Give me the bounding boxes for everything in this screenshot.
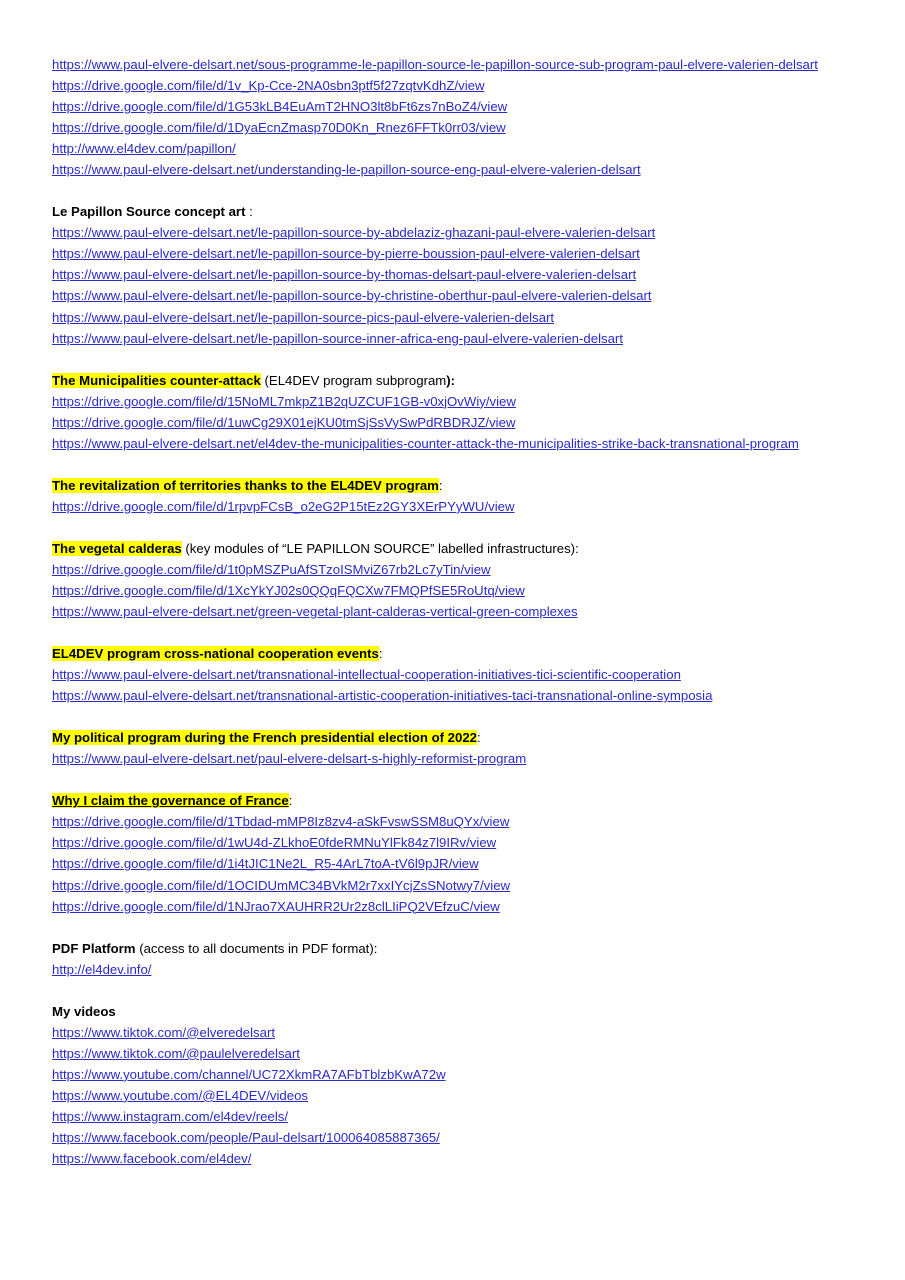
hyperlink[interactable]: https://www.paul-elvere-delsart.net/el4dev-the-municipalities-counter-attack-the-municipalities-strike-back-transnational-program xyxy=(52,435,799,451)
heading-trailing-text: ): xyxy=(446,372,456,388)
hyperlink[interactable]: https://www.paul-elvere-delsart.net/le-papillon-source-by-christine-oberthur-paul-elvere-valerien-delsart xyxy=(52,288,652,304)
hyperlink[interactable]: https://drive.google.com/file/d/1rpvpFCsB_o2eG2P15tEz2GY3XErPYyWU/view xyxy=(52,498,515,514)
hyperlink[interactable]: https://www.tiktok.com/@elveredelsart xyxy=(52,1024,275,1040)
section-heading xyxy=(52,643,869,664)
hyperlink[interactable]: https://drive.google.com/file/d/1i4tJIC1Ne2L_R5-4ArL7toA-tV6l9pJR/view xyxy=(52,856,479,872)
hyperlink[interactable]: https://www.paul-elvere-delsart.net/transnational-intellectual-cooperation-initiatives-tici-scientific-cooperation xyxy=(52,667,681,683)
heading-subtext: : xyxy=(438,477,443,493)
section-heading xyxy=(52,538,869,559)
hyperlink[interactable]: https://www.paul-elvere-delsart.net/le-papillon-source-by-thomas-delsart-paul-elvere-valerien-delsart xyxy=(52,267,637,283)
heading-subtext: (access to all documents in PDF format): xyxy=(135,940,378,956)
paragraph-spacer xyxy=(52,180,869,201)
hyperlink[interactable]: http://www.el4dev.com/papillon/ xyxy=(52,141,236,157)
hyperlink[interactable]: https://drive.google.com/file/d/1G53kLB4EuAmT2HNO3lt8bFt6zs7nBoZ4/view xyxy=(52,99,508,115)
hyperlink[interactable]: https://drive.google.com/file/d/1Tbdad-mMP8Iz8zv4-aSkFvswSSM8uQYx/view xyxy=(52,814,510,830)
hyperlink[interactable]: https://www.paul-elvere-delsart.net/le-papillon-source-inner-africa-eng-paul-elvere-valerien-delsart xyxy=(52,330,623,346)
content-block xyxy=(52,475,869,517)
highlighted-heading-text: EL4DEV program cross-national cooperation events xyxy=(52,646,379,662)
section-heading xyxy=(52,727,869,748)
content-block xyxy=(52,643,869,706)
heading-subtext: : xyxy=(288,793,293,809)
highlighted-heading-text: The vegetal calderas xyxy=(52,540,182,556)
document-body xyxy=(52,54,869,1169)
content-block xyxy=(52,727,869,769)
heading-subtext: (key modules of “LE PAPILLON SOURCE” labelled infrastructures): xyxy=(181,540,579,556)
heading-subtext: : xyxy=(378,646,383,662)
highlighted-heading-text: The Municipalities counter-attack xyxy=(52,372,261,388)
section-heading xyxy=(52,370,869,391)
hyperlink[interactable]: https://drive.google.com/file/d/1wU4d-ZLkhoE0fdeRMNuYlFk84z7l9IRv/view xyxy=(52,835,497,851)
hyperlink[interactable]: https://drive.google.com/file/d/1v_Kp-Cce-2NA0sbn3ptf5f27zqtvKdhZ/view xyxy=(52,78,485,94)
hyperlink[interactable]: https://drive.google.com/file/d/1uwCg29X01ejKU0tmSjSsVySwPdRBDRJZ/view xyxy=(52,414,516,430)
content-block xyxy=(52,1001,869,1169)
paragraph-spacer xyxy=(52,517,869,538)
hyperlink[interactable]: https://drive.google.com/file/d/1NJrao7XAUHRR2Ur2z8clLIiPQ2VEfzuC/view xyxy=(52,898,500,914)
section-heading xyxy=(52,201,869,222)
hyperlink[interactable]: https://www.facebook.com/el4dev/ xyxy=(52,1151,252,1167)
paragraph-spacer xyxy=(52,769,869,790)
hyperlink[interactable]: https://www.paul-elvere-delsart.net/understanding-le-papillon-source-eng-paul-elvere-valerien-delsart xyxy=(52,162,641,178)
heading-subtext: (EL4DEV program subprogram xyxy=(260,372,447,388)
hyperlink[interactable]: https://www.paul-elvere-delsart.net/le-papillon-source-pics-paul-elvere-valerien-delsart xyxy=(52,309,555,325)
paragraph-spacer xyxy=(52,622,869,643)
hyperlink[interactable]: https://drive.google.com/file/d/1XcYkYJ02s0QQqFQCXw7FMQPfSE5RoUtq/view xyxy=(52,582,525,598)
hyperlink[interactable]: https://www.paul-elvere-delsart.net/le-papillon-source-by-pierre-boussion-paul-elvere-valerien-delsart xyxy=(52,246,640,262)
paragraph-spacer xyxy=(52,917,869,938)
heading-subtext: : xyxy=(477,730,481,746)
section-heading xyxy=(52,790,869,811)
paragraph-spacer xyxy=(52,454,869,475)
hyperlink[interactable]: https://drive.google.com/file/d/1t0pMSZPuAfSTzoISMviZ67rb2Lc7yTin/view xyxy=(52,561,491,577)
section-heading xyxy=(52,938,869,959)
section-heading xyxy=(52,475,869,496)
hyperlink[interactable]: https://www.paul-elvere-delsart.net/green-vegetal-plant-calderas-vertical-green-complexes xyxy=(52,604,578,620)
hyperlink[interactable]: https://drive.google.com/file/d/1DyaEcnZmasp70D0Kn_Rnez6FFTk0rr03/view xyxy=(52,120,506,136)
hyperlink[interactable]: https://www.youtube.com/channel/UC72XkmRA7AFbTblzbKwA72w xyxy=(52,1066,446,1082)
hyperlink[interactable]: https://www.instagram.com/el4dev/reels/ xyxy=(52,1108,289,1124)
hyperlink[interactable]: https://www.facebook.com/people/Paul-delsart/100064085887365/ xyxy=(52,1129,440,1145)
heading-subtext: : xyxy=(245,204,253,220)
content-block xyxy=(52,938,869,980)
hyperlink[interactable]: https://drive.google.com/file/d/1OCIDUmMC34BVkM2r7xxIYcjZsSNotwy7/view xyxy=(52,877,511,893)
hyperlink[interactable]: https://www.youtube.com/@EL4DEV/videos xyxy=(52,1087,309,1103)
highlighted-heading-text: My political program during the French presidential election of 2022 xyxy=(52,730,478,746)
hyperlink[interactable]: https://www.paul-elvere-delsart.net/le-papillon-source-by-abdelaziz-ghazani-paul-elvere-valerien-delsart xyxy=(52,225,656,241)
hyperlink[interactable]: https://www.paul-elvere-delsart.net/sous-programme-le-papillon-source-le-papillon-source-sub-program-paul-elvere-valerien-delsart xyxy=(52,57,818,72)
content-block xyxy=(52,790,869,916)
content-block xyxy=(52,54,869,180)
paragraph-spacer xyxy=(52,980,869,1001)
hyperlink[interactable]: https://drive.google.com/file/d/15NoML7mkpZ1B2qUZCUF1GB-v0xjOvWiy/view xyxy=(52,393,516,409)
content-block xyxy=(52,201,869,348)
bold-heading-text: My videos xyxy=(52,1003,116,1019)
highlighted-heading-text: The revitalization of territories thanks to the EL4DEV program xyxy=(52,477,439,493)
content-block xyxy=(52,370,869,454)
highlighted-heading-text: Why I claim the governance of France xyxy=(52,793,289,809)
bold-heading-text: Le Papillon Source concept art xyxy=(52,204,246,220)
paragraph-spacer xyxy=(52,349,869,370)
hyperlink[interactable]: http://el4dev.info/ xyxy=(52,961,152,977)
content-block xyxy=(52,538,869,622)
paragraph-spacer xyxy=(52,706,869,727)
bold-heading-text: PDF Platform xyxy=(52,940,136,956)
hyperlink[interactable]: https://www.paul-elvere-delsart.net/paul-elvere-delsart-s-highly-reformist-program xyxy=(52,751,527,767)
hyperlink[interactable]: https://www.paul-elvere-delsart.net/transnational-artistic-cooperation-initiatives-taci-transnational-online-symposia xyxy=(52,688,713,704)
section-heading xyxy=(52,1001,869,1022)
hyperlink[interactable]: https://www.tiktok.com/@paulelveredelsart xyxy=(52,1045,300,1061)
